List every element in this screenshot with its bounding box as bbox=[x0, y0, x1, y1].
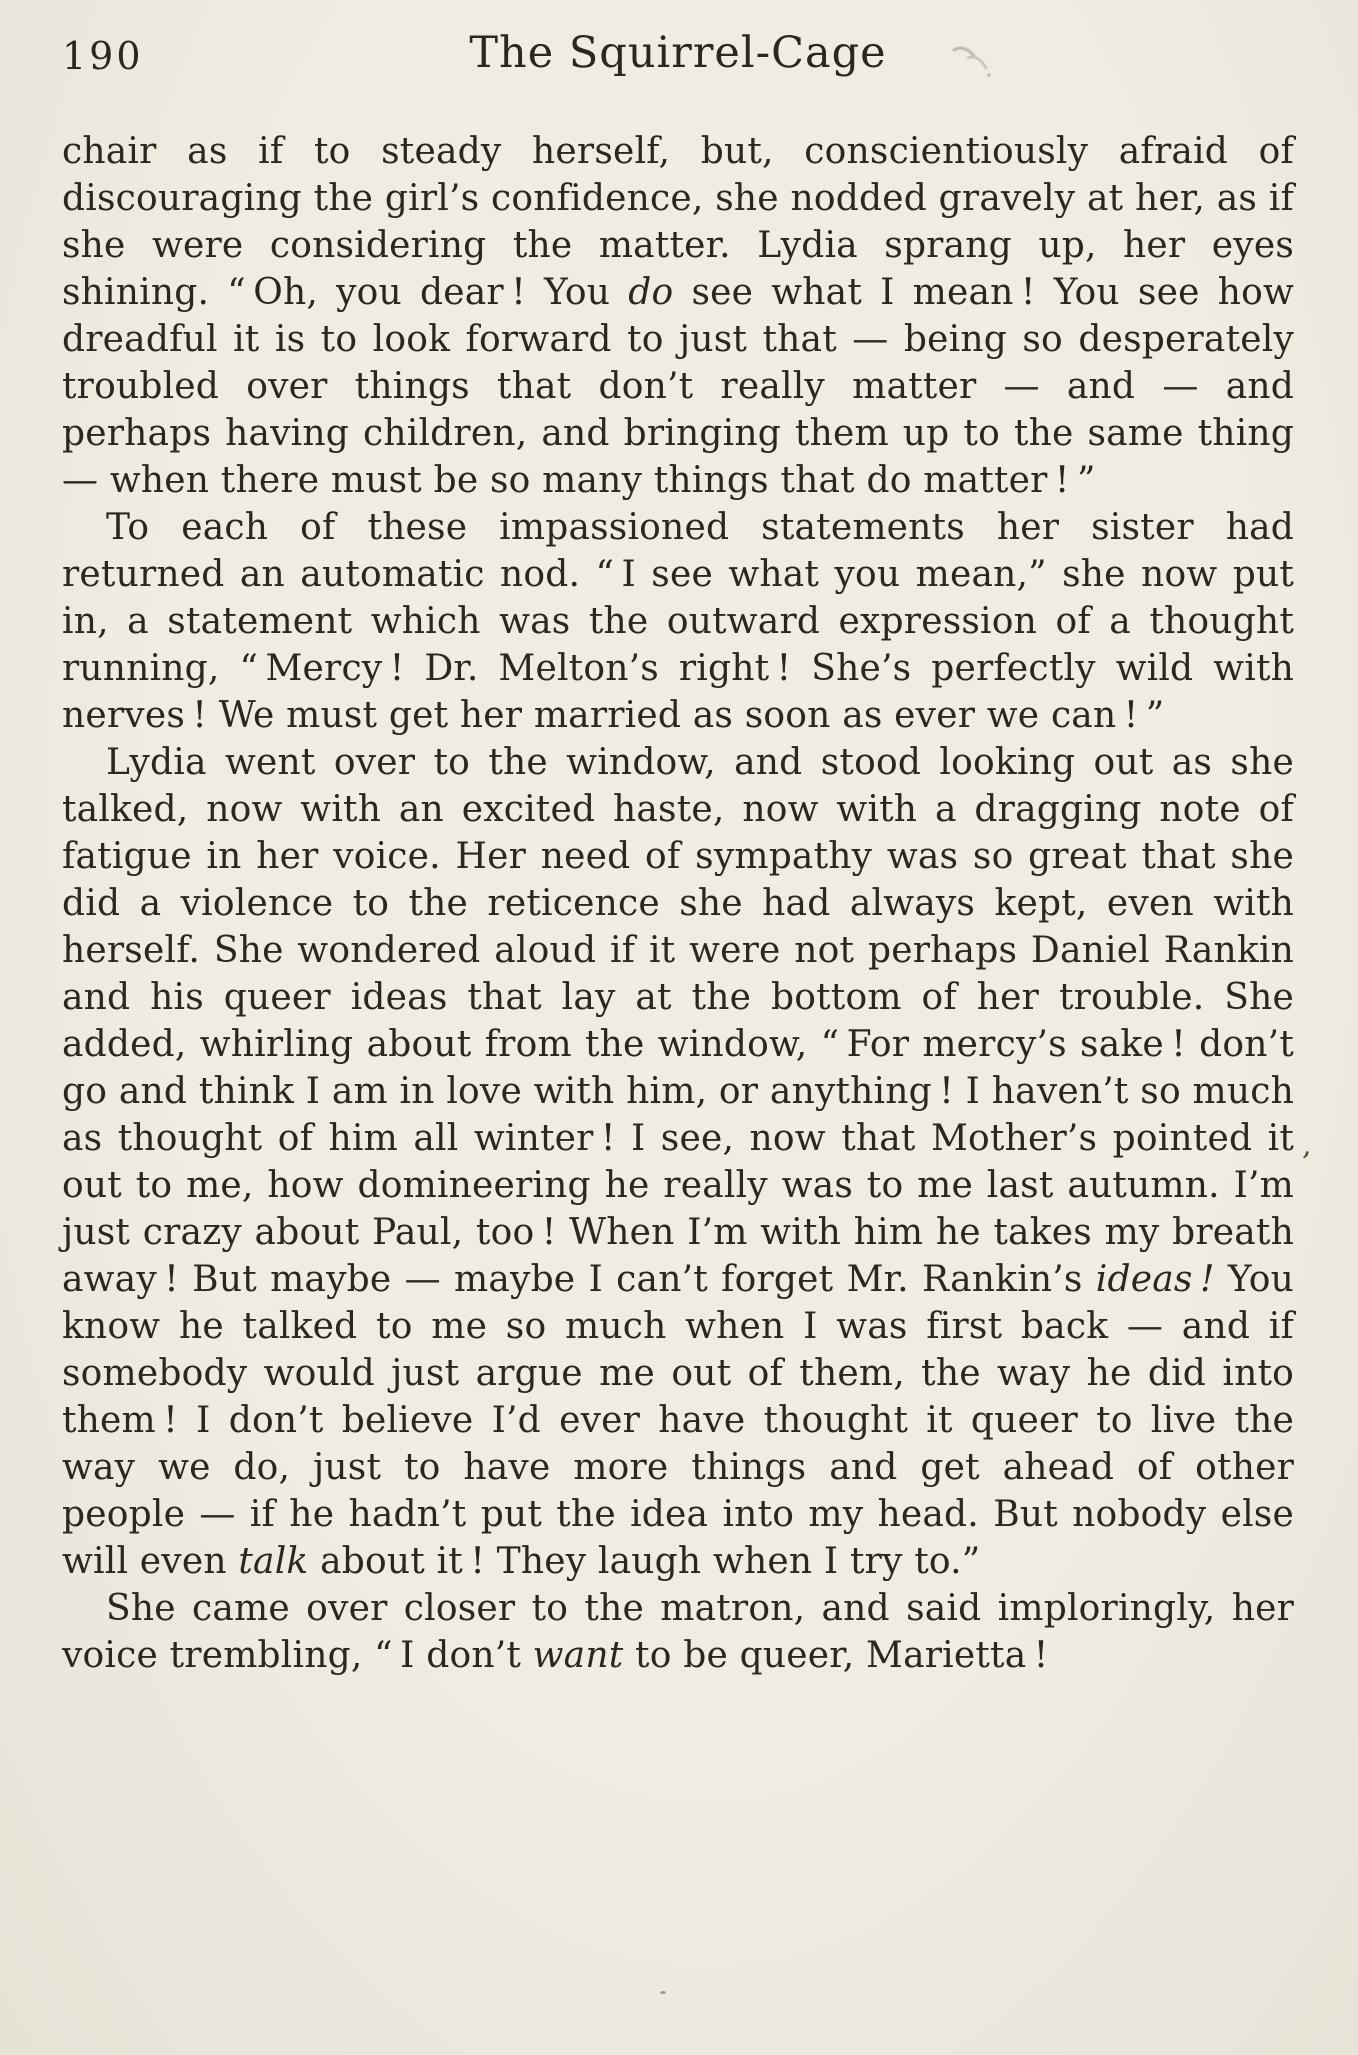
paragraph bbox=[62, 504, 1294, 739]
text-run: You know he talked to me so much when I was first back — and if somebody would just argue me out of them, the way he did into them ! I don’t believe I’d ever have thought it queer to live the way we do, just to have more things and get ahead of other people — if he hadn’t put the idea into my head. But nobody else will even bbox=[62, 1259, 1294, 1582]
paragraph bbox=[62, 128, 1294, 504]
text-run: chair as if to steady herself, but, conscientiously afraid of discouraging the girl’s confidence, she nodded gravely at her, as if she were considering the matter. Lydia sprang up, her eyes shining. “ Oh, you dear ! You bbox=[62, 131, 1294, 313]
text-run: to be queer, Marietta ! bbox=[623, 1635, 1049, 1676]
margin-ink-mark: ’ bbox=[1297, 1145, 1312, 1182]
text-run: see what I mean ! You see how dreadful it is to look forward to just that — being so desperately troubled over things that don’t really matter — and — and perhaps having children, and bringing them up to the same thing — when there must be so many things that do matter ! ” bbox=[62, 272, 1294, 501]
ink-speck bbox=[660, 1991, 666, 1994]
body-text bbox=[62, 128, 1294, 1679]
ink-smudge-icon bbox=[948, 42, 996, 86]
paragraph bbox=[62, 1585, 1294, 1679]
italic-text-run: talk bbox=[238, 1541, 309, 1582]
text-run: Lydia went over to the window, and stood looking out as she talked, now with an excited haste, now with a dragging note of fatigue in her voice. Her need of sympathy was so great that she did a violence to the reticence she had always kept, even with herself. She wondered aloud if it were not perhaps Daniel Rankin and his queer ideas that lay at the bottom of her trouble. She added, whirling about from the window, “ For mercy’s sake ! don’t go and think I am in love with him, or anything ! I haven’t so much as thought of him all winter ! I see, now that Mother’s pointed it out to me, how domineering he really was to me last autumn. I’m just crazy about Paul, too ! When I’m with him he takes my breath away ! But maybe — maybe I can’t forget Mr. Rankin’s bbox=[62, 742, 1294, 1300]
page-title: The Squirrel-Cage bbox=[469, 28, 887, 78]
italic-text-run: want bbox=[532, 1635, 624, 1676]
text-run: about it ! They laugh when I try to.” bbox=[308, 1541, 981, 1582]
italic-text-run: do bbox=[628, 272, 674, 313]
italic-text-run: ideas ! bbox=[1095, 1259, 1215, 1300]
paragraph bbox=[62, 739, 1294, 1585]
page-header bbox=[62, 26, 1294, 92]
text-run: To each of these impassioned statements her sister had returned an automatic nod. “ I see what you mean,” she now put in, a statement which was the outward expression of a thought running, “ Mercy ! Dr. Melton’s right ! She’s perfectly wild with nerves ! We must get her married as soon as ever we can ! ” bbox=[62, 507, 1294, 736]
text-run: She came over closer to the matron, and said imploringly, her voice trembling, “ I don’t bbox=[62, 1588, 1294, 1676]
page-number: 190 bbox=[62, 34, 144, 78]
